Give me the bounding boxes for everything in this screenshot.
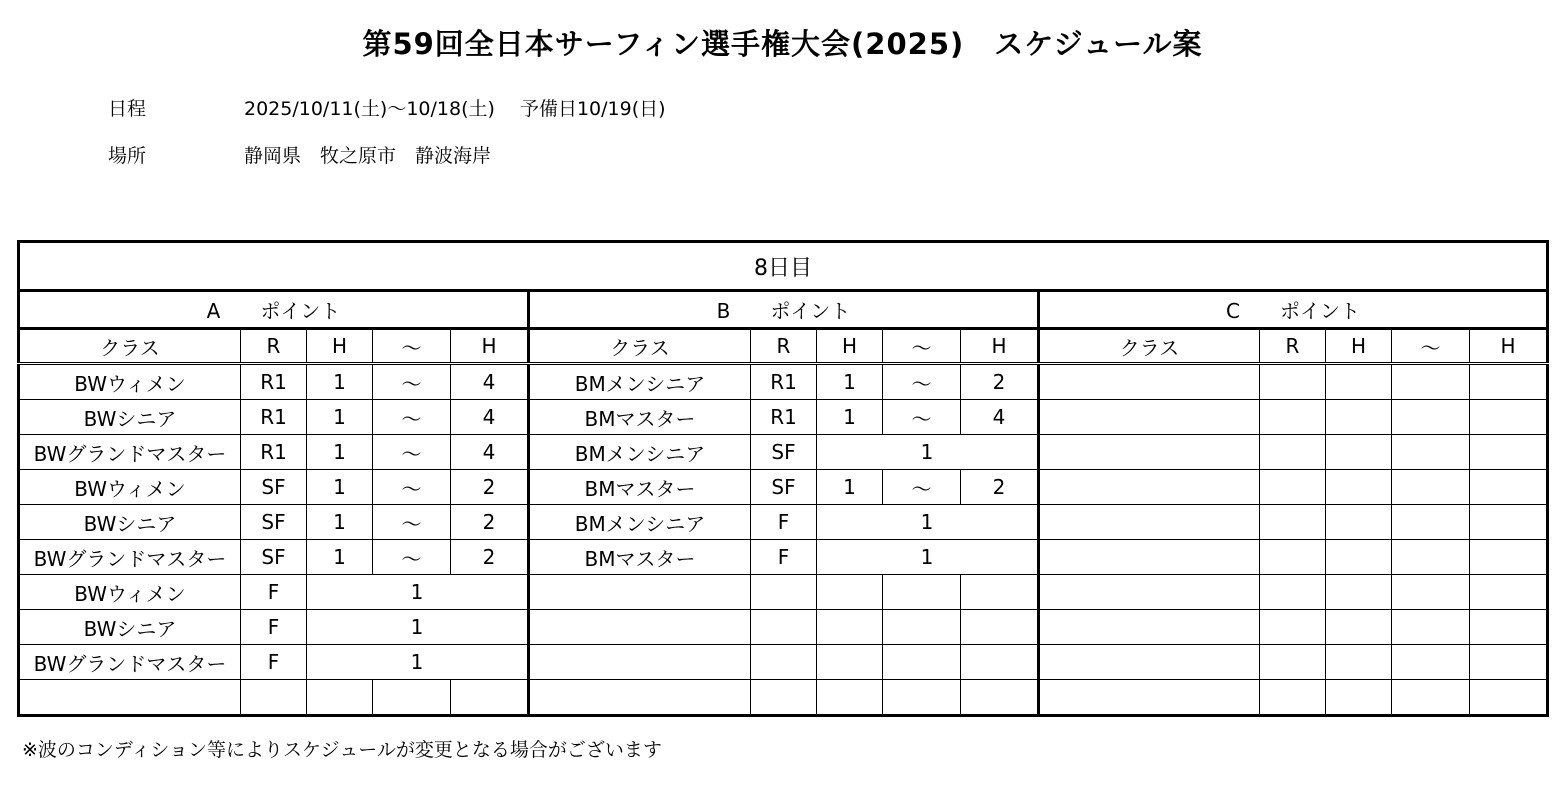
empty-cell — [529, 610, 751, 645]
empty-cell — [373, 680, 451, 716]
section-a-col-heat-to-header: H — [451, 329, 529, 364]
empty-cell — [1326, 400, 1392, 435]
empty-cell — [1260, 645, 1326, 680]
class-cell: BWグランドマスター — [19, 435, 241, 470]
class-cell: BWウィメン — [19, 364, 241, 400]
round-cell: F — [241, 575, 307, 610]
section-c-col-heat-to-header: H — [1470, 329, 1548, 364]
table-row — [19, 575, 1548, 610]
empty-cell — [1470, 540, 1548, 575]
empty-cell — [1326, 645, 1392, 680]
venue-value: 静岡県 牧之原市 静波海岸 — [244, 145, 492, 167]
empty-cell — [961, 610, 1039, 645]
heat-from-cell: 1 — [307, 435, 373, 470]
heat-cell: 1 — [307, 645, 529, 680]
class-cell: BMメンシニア — [529, 364, 751, 400]
empty-cell — [883, 575, 961, 610]
tilde-cell: ～ — [883, 364, 961, 400]
empty-cell — [1260, 610, 1326, 645]
empty-cell — [1470, 645, 1548, 680]
empty-cell — [883, 610, 961, 645]
empty-cell — [451, 680, 529, 716]
heat-from-cell: 1 — [817, 400, 883, 435]
class-cell: BWシニア — [19, 610, 241, 645]
empty-cell — [1392, 364, 1470, 400]
round-cell: R1 — [751, 364, 817, 400]
empty-cell — [1260, 540, 1326, 575]
tilde-cell: ～ — [373, 505, 451, 540]
heat-from-cell: 1 — [817, 470, 883, 505]
heat-cell: 1 — [817, 505, 1039, 540]
empty-cell — [883, 645, 961, 680]
heat-from-cell: 1 — [817, 364, 883, 400]
empty-cell — [1392, 680, 1470, 716]
heat-to-cell: 2 — [961, 364, 1039, 400]
empty-cell — [1039, 645, 1260, 680]
round-cell: SF — [241, 540, 307, 575]
class-cell: BWグランドマスター — [19, 540, 241, 575]
tilde-cell: ～ — [373, 435, 451, 470]
class-cell: BMマスター — [529, 470, 751, 505]
empty-cell — [751, 610, 817, 645]
section-b-col-class-header: クラス — [529, 329, 751, 364]
class-cell: BMメンシニア — [529, 435, 751, 470]
empty-cell — [817, 610, 883, 645]
page-title: 第59回全日本サーフィン選手権大会(2025) スケジュール案 — [362, 27, 1203, 61]
section-c-col-tilde-header: ～ — [1392, 329, 1470, 364]
heat-to-cell: 4 — [961, 400, 1039, 435]
schedule-label: 日程 — [108, 98, 147, 120]
empty-cell — [817, 575, 883, 610]
empty-cell — [1260, 400, 1326, 435]
round-cell: R1 — [241, 400, 307, 435]
section-a-col-heat-from-header: H — [307, 329, 373, 364]
class-cell: BWシニア — [19, 505, 241, 540]
section-c-col-heat-from-header: H — [1326, 329, 1392, 364]
section-c-col-class-header: クラス — [1039, 329, 1260, 364]
section-a-col-round-header: R — [241, 329, 307, 364]
table-row — [19, 645, 1548, 680]
empty-cell — [1392, 575, 1470, 610]
empty-cell — [1326, 364, 1392, 400]
heat-from-cell: 1 — [307, 505, 373, 540]
round-cell: R1 — [751, 400, 817, 435]
heat-cell: 1 — [307, 575, 529, 610]
section-a-col-class-header: クラス — [19, 329, 241, 364]
heat-from-cell: 1 — [307, 400, 373, 435]
heat-to-cell: 2 — [961, 470, 1039, 505]
table-row — [19, 364, 1548, 400]
table-row — [19, 400, 1548, 435]
heat-from-cell: 1 — [307, 540, 373, 575]
round-cell: F — [751, 540, 817, 575]
class-cell: BMマスター — [529, 540, 751, 575]
empty-cell — [751, 645, 817, 680]
empty-cell — [1039, 505, 1260, 540]
heat-cell: 1 — [307, 610, 529, 645]
venue-label: 場所 — [108, 145, 147, 167]
round-cell: SF — [241, 470, 307, 505]
empty-cell — [1470, 470, 1548, 505]
empty-cell — [1392, 470, 1470, 505]
round-cell: F — [241, 645, 307, 680]
table-row — [19, 435, 1548, 470]
empty-cell — [1260, 680, 1326, 716]
empty-cell — [1470, 505, 1548, 540]
class-cell: BWグランドマスター — [19, 645, 241, 680]
empty-cell — [1039, 540, 1260, 575]
empty-cell — [1392, 610, 1470, 645]
empty-cell — [1392, 645, 1470, 680]
heat-to-cell: 4 — [451, 400, 529, 435]
heat-cell: 1 — [817, 435, 1039, 470]
empty-cell — [751, 680, 817, 716]
empty-cell — [817, 680, 883, 716]
heat-to-cell: 2 — [451, 540, 529, 575]
empty-cell — [1470, 400, 1548, 435]
empty-cell — [241, 680, 307, 716]
section-b-col-tilde-header: ～ — [883, 329, 961, 364]
section-a-header: A ポイント — [19, 291, 529, 329]
empty-cell — [1260, 505, 1326, 540]
tilde-cell: ～ — [373, 540, 451, 575]
heat-from-cell: 1 — [307, 470, 373, 505]
empty-cell — [1039, 364, 1260, 400]
table-row — [19, 610, 1548, 645]
schedule-table — [17, 240, 1549, 717]
tilde-cell: ～ — [373, 400, 451, 435]
class-cell: BMメンシニア — [529, 505, 751, 540]
empty-cell — [961, 680, 1039, 716]
heat-from-cell: 1 — [307, 364, 373, 400]
empty-cell — [1326, 680, 1392, 716]
empty-cell — [1039, 400, 1260, 435]
empty-cell — [1039, 435, 1260, 470]
empty-cell — [1326, 610, 1392, 645]
heat-cell: 1 — [817, 540, 1039, 575]
empty-cell — [1470, 364, 1548, 400]
round-cell: SF — [751, 435, 817, 470]
empty-cell — [961, 645, 1039, 680]
empty-cell — [1470, 575, 1548, 610]
day-header: 8日目 — [19, 242, 1548, 291]
round-cell: SF — [241, 505, 307, 540]
empty-cell — [1039, 470, 1260, 505]
empty-cell — [1470, 435, 1548, 470]
empty-cell — [1326, 540, 1392, 575]
empty-cell — [1326, 470, 1392, 505]
tilde-cell: ～ — [373, 364, 451, 400]
heat-to-cell: 4 — [451, 364, 529, 400]
empty-cell — [1039, 575, 1260, 610]
footnote: ※波のコンディション等によりスケジュールが変更となる場合がございます — [22, 739, 662, 761]
empty-cell — [1326, 435, 1392, 470]
tilde-cell: ～ — [883, 470, 961, 505]
empty-cell — [1326, 505, 1392, 540]
empty-cell — [1326, 575, 1392, 610]
empty-cell — [529, 575, 751, 610]
empty-cell — [1392, 435, 1470, 470]
schedule-value: 2025/10/11(土)～10/18(土) 予備日10/19(日) — [244, 98, 666, 120]
round-cell: R1 — [241, 364, 307, 400]
empty-cell — [751, 575, 817, 610]
table-row — [19, 680, 1548, 716]
section-c-col-round-header: R — [1260, 329, 1326, 364]
empty-cell — [961, 575, 1039, 610]
table-row — [19, 470, 1548, 505]
empty-cell — [1260, 470, 1326, 505]
round-cell: F — [241, 610, 307, 645]
empty-cell — [307, 680, 373, 716]
empty-cell — [1039, 680, 1260, 716]
table-row — [19, 540, 1548, 575]
empty-cell — [529, 645, 751, 680]
tilde-cell: ～ — [373, 470, 451, 505]
section-b-col-heat-to-header: H — [961, 329, 1039, 364]
empty-cell — [1392, 505, 1470, 540]
section-b-col-heat-from-header: H — [817, 329, 883, 364]
table-row — [19, 505, 1548, 540]
tilde-cell: ～ — [883, 400, 961, 435]
empty-cell — [1392, 540, 1470, 575]
section-b-header: B ポイント — [529, 291, 1039, 329]
section-b-col-round-header: R — [751, 329, 817, 364]
empty-cell — [1392, 400, 1470, 435]
empty-cell — [1470, 680, 1548, 716]
empty-cell — [1260, 364, 1326, 400]
round-cell: R1 — [241, 435, 307, 470]
class-cell: BWシニア — [19, 400, 241, 435]
heat-to-cell: 2 — [451, 505, 529, 540]
section-a-col-tilde-header: ～ — [373, 329, 451, 364]
class-cell: BWウィメン — [19, 575, 241, 610]
class-cell: BWウィメン — [19, 470, 241, 505]
section-c-header: C ポイント — [1039, 291, 1548, 329]
empty-cell — [883, 680, 961, 716]
empty-cell — [1039, 610, 1260, 645]
empty-cell — [817, 645, 883, 680]
empty-cell — [1470, 610, 1548, 645]
class-cell: BMマスター — [529, 400, 751, 435]
heat-to-cell: 4 — [451, 435, 529, 470]
empty-cell — [529, 680, 751, 716]
empty-cell — [1260, 435, 1326, 470]
empty-cell — [1260, 575, 1326, 610]
empty-cell — [19, 680, 241, 716]
heat-to-cell: 2 — [451, 470, 529, 505]
round-cell: SF — [751, 470, 817, 505]
round-cell: F — [751, 505, 817, 540]
